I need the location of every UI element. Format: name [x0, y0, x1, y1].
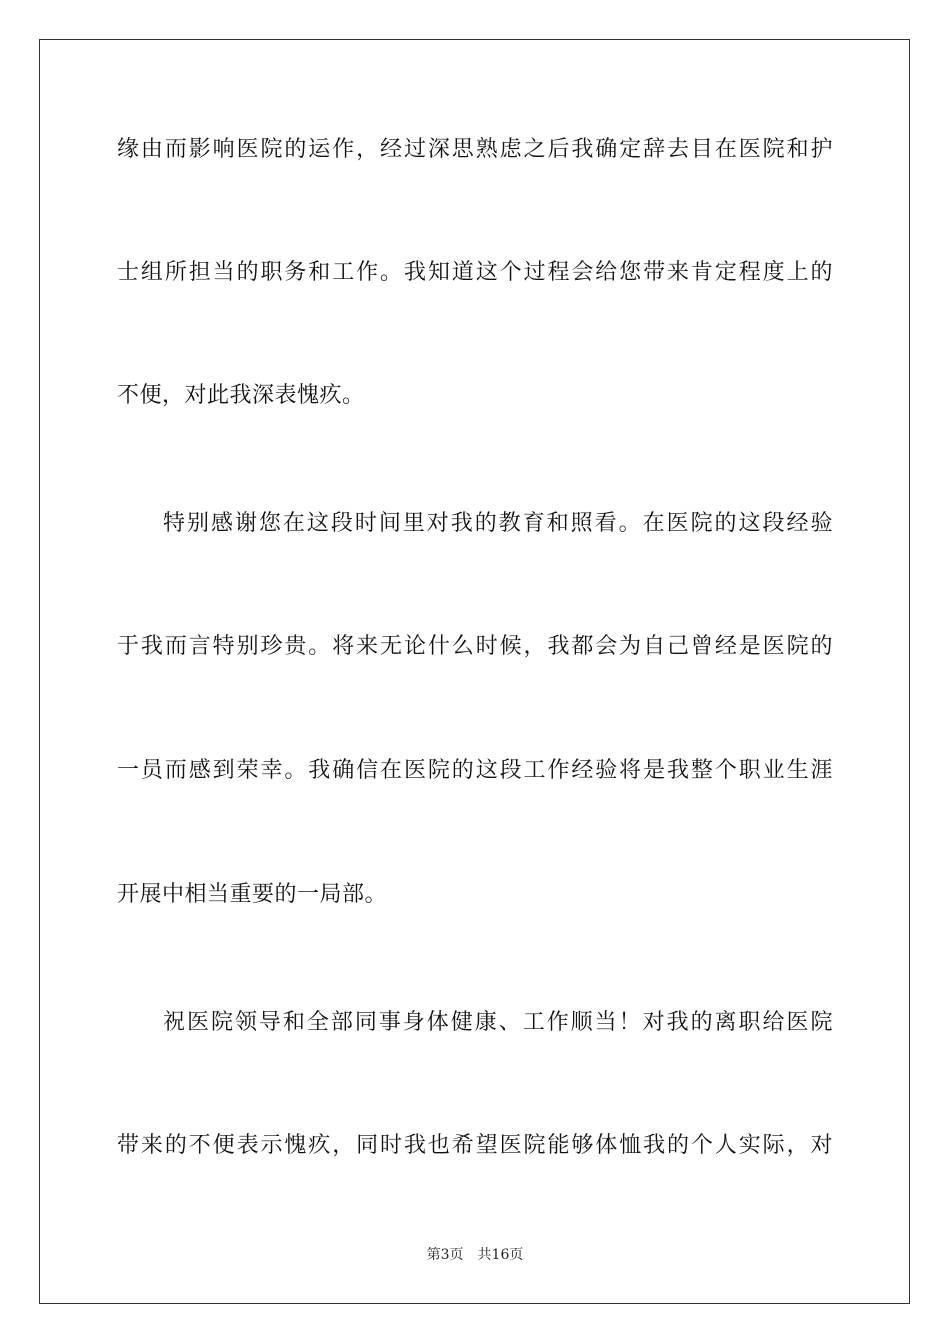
- body-line-3: 不便，对此我深表愧疚。: [117, 383, 365, 408]
- body-line-1: 缘由而影响医院的运作，经过深思熟虑之后我确定辞去目在医院和护: [117, 137, 833, 162]
- page-frame: [39, 39, 910, 1304]
- body-line-2: 士组所担当的职务和工作。我知道这个过程会给您带来肯定程度上的: [117, 260, 833, 285]
- page-number: 第3页: [426, 1247, 464, 1263]
- page-footer: [0, 1246, 950, 1264]
- body-line-7: 开展中相当重要的一局部。: [117, 882, 388, 907]
- body-line-4: 特别感谢您在这段时间里对我的教育和照看。在医院的这段经验: [163, 511, 833, 536]
- body-line-6: 一员而感到荣幸。我确信在医院的这段工作经验将是我整个职业生涯: [117, 758, 833, 783]
- body-line-5: 于我而言特别珍贵。将来无论什么时候，我都会为自己曾经是医院的: [117, 634, 833, 659]
- body-line-9: 带来的不便表示愧疚，同时我也希望医院能够体恤我的个人实际，对: [117, 1133, 833, 1158]
- page-total: 共16页: [477, 1247, 524, 1263]
- body-line-8: 祝医院领导和全部同事身体健康、工作顺当！对我的离职给医院: [163, 1010, 833, 1035]
